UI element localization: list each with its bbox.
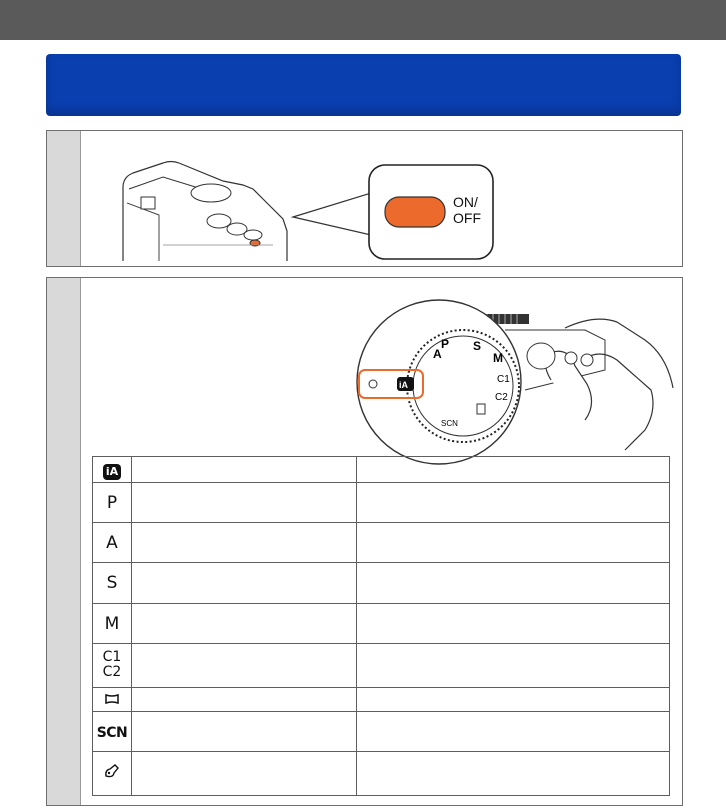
custom-mode-icon: C1 C2 [93, 644, 132, 688]
mode-desc-cell [357, 688, 670, 712]
on-off-label-line2: OFF [453, 210, 481, 226]
mode-desc-cell [357, 644, 670, 688]
mode-name-cell [132, 752, 357, 796]
on-off-label-line1: ON/ [453, 194, 478, 210]
scene-guide-icon: SCN [93, 712, 132, 752]
top-header-bar [0, 0, 726, 40]
mode-desc-cell [357, 457, 670, 483]
mode-name-cell [132, 644, 357, 688]
camera-top-power-illustration [123, 159, 481, 263]
dial-label-c2: C2 [495, 392, 508, 403]
mode-name-cell [132, 604, 357, 644]
intelligent-auto-icon: iA [93, 457, 132, 483]
table-row [93, 483, 670, 523]
shutter-priority-icon: S [93, 563, 132, 604]
mode-desc-cell [357, 752, 670, 796]
step-2-box [46, 277, 683, 806]
dial-label-ia: iA [399, 380, 408, 390]
mode-name-cell [132, 457, 357, 483]
mode-desc-cell [357, 712, 670, 752]
table-row [93, 563, 670, 604]
dial-label-c1: C1 [497, 374, 510, 385]
step-1-box [46, 130, 683, 267]
program-ae-icon: P [93, 483, 132, 523]
mode-name-cell [132, 523, 357, 563]
creative-control-icon [93, 752, 132, 796]
dial-label-scn: SCN [441, 419, 458, 428]
panorama-icon [93, 688, 132, 712]
table-row [93, 752, 670, 796]
aperture-priority-icon: A [93, 523, 132, 563]
mode-desc-cell [357, 604, 670, 644]
dial-label-a: A [433, 347, 442, 361]
table-row [93, 523, 670, 563]
manual-exposure-icon: M [93, 604, 132, 644]
mode-name-cell [132, 712, 357, 752]
dial-label-s: S [473, 339, 482, 353]
mode-desc-cell [357, 523, 670, 563]
dial-label-m: M [493, 351, 503, 365]
table-row [93, 644, 670, 688]
mode-dial-illustration [355, 300, 681, 450]
mode-desc-cell [357, 563, 670, 604]
table-row [93, 712, 670, 752]
step-1-tab [47, 131, 81, 266]
table-row [93, 457, 670, 483]
mode-name-cell [132, 483, 357, 523]
mode-desc-cell [357, 483, 670, 523]
table-row [93, 688, 670, 712]
dial-label-p: P [441, 337, 450, 351]
step-2-tab [47, 278, 81, 805]
mode-name-cell [132, 563, 357, 604]
table-row [93, 604, 670, 644]
section-title-banner [46, 54, 681, 116]
mode-name-cell [132, 688, 357, 712]
mode-table [92, 456, 670, 796]
